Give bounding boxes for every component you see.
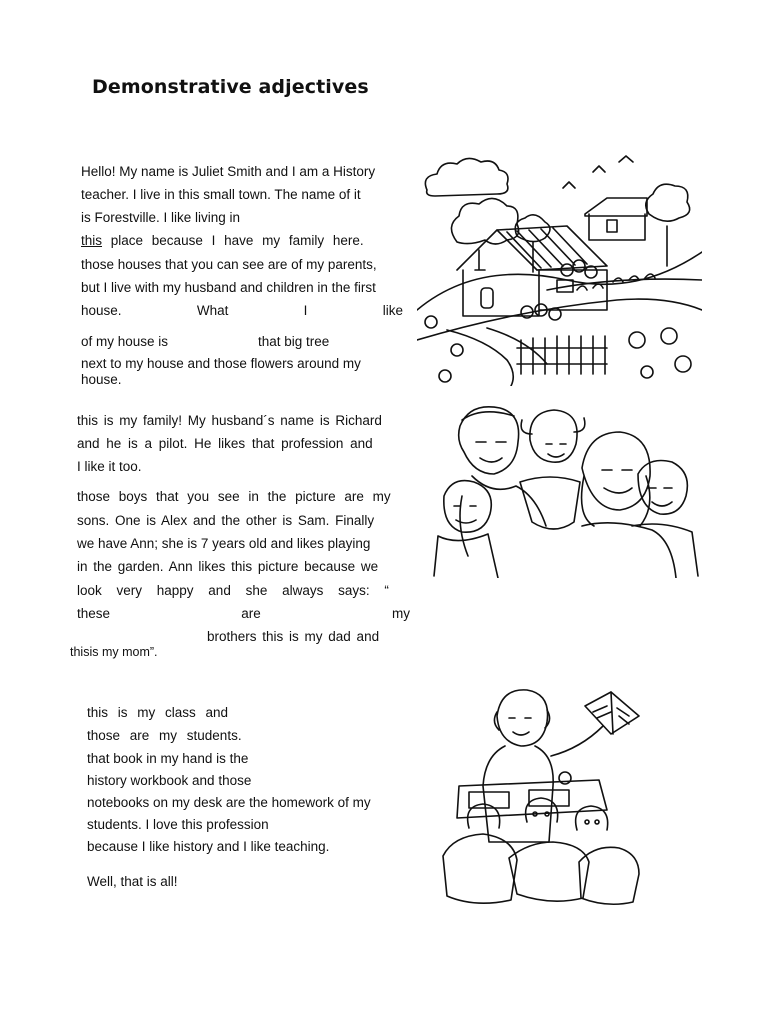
paragraph-1-line-5: those houses that you can see are of my parents,: [81, 257, 377, 272]
paragraph-4-line-5: notebooks on my desk are the homework of my: [87, 795, 371, 810]
text: Hello! My name is Juliet Smith and I am a History: [81, 164, 376, 179]
word: I: [303, 303, 308, 318]
paragraph-1-line-4: [81, 233, 364, 249]
village-landscape-illustration: [417, 150, 702, 386]
paragraph-3-line-7: brothers this is my dad and: [207, 629, 380, 644]
word: What: [196, 303, 229, 318]
page-title: Demonstrative adjectives: [92, 76, 369, 98]
word: my: [391, 606, 410, 621]
paragraph-3-line-1: those boys that you see in the picture are my: [77, 489, 391, 504]
paragraph-3-line-8: thisis my mom”.: [70, 645, 158, 659]
family-portrait-illustration: [432, 396, 704, 578]
paragraph-1-line-8b: that big tree: [258, 334, 330, 349]
paragraph-2-line-3: I like it too.: [77, 459, 142, 474]
paragraph-2-line-1: this is my family! My husband´s name is Richard: [77, 413, 382, 428]
word: these: [77, 606, 111, 621]
paragraph-1-line-10: house.: [81, 372, 122, 387]
word: like: [382, 303, 403, 318]
paragraph-1-line-1: [81, 164, 403, 180]
teacher-classroom-illustration: [439, 686, 641, 908]
paragraph-1-line-3: is Forestville. I like living in: [81, 210, 241, 225]
word: house.: [81, 303, 122, 318]
paragraph-3-line-6: [77, 606, 410, 622]
paragraph-4-line-1: this is my class and: [87, 705, 229, 720]
paragraph-3-line-5: look very happy and she always says: “: [77, 583, 389, 598]
paragraph-1-line-8a: of my house is: [81, 334, 169, 349]
text: place because I have my family here.: [102, 233, 364, 248]
paragraph-4-line-7: because I like history and I like teaching.: [87, 839, 330, 854]
paragraph-1-line-7: [81, 303, 403, 319]
paragraph-2-line-2: and he is a pilot. He likes that profession and: [77, 436, 373, 451]
word: are: [241, 606, 261, 621]
paragraph-4-line-2: those are my students.: [87, 728, 242, 743]
paragraph-1-line-6: but I live with my husband and children in the first: [81, 280, 376, 295]
paragraph-1-line-2: teacher. I live in this small town. The name of it: [81, 187, 361, 202]
paragraph-4-line-3: that book in my hand is the: [87, 751, 249, 766]
paragraph-3-line-4: in the garden. Ann likes this picture because we: [77, 559, 379, 574]
paragraph-3-line-3: we have Ann; she is 7 years old and likes playing: [77, 536, 371, 551]
paragraph-3-line-2: sons. One is Alex and the other is Sam. Finally: [77, 513, 375, 528]
paragraph-4-line-4: history workbook and those: [87, 773, 252, 788]
underlined-word: this: [81, 233, 103, 248]
paragraph-4-line-6: students. I love this profession: [87, 817, 269, 832]
paragraph-4-line-8: Well, that is all!: [87, 874, 178, 889]
paragraph-1-line-9: next to my house and those flowers around my: [81, 356, 361, 371]
